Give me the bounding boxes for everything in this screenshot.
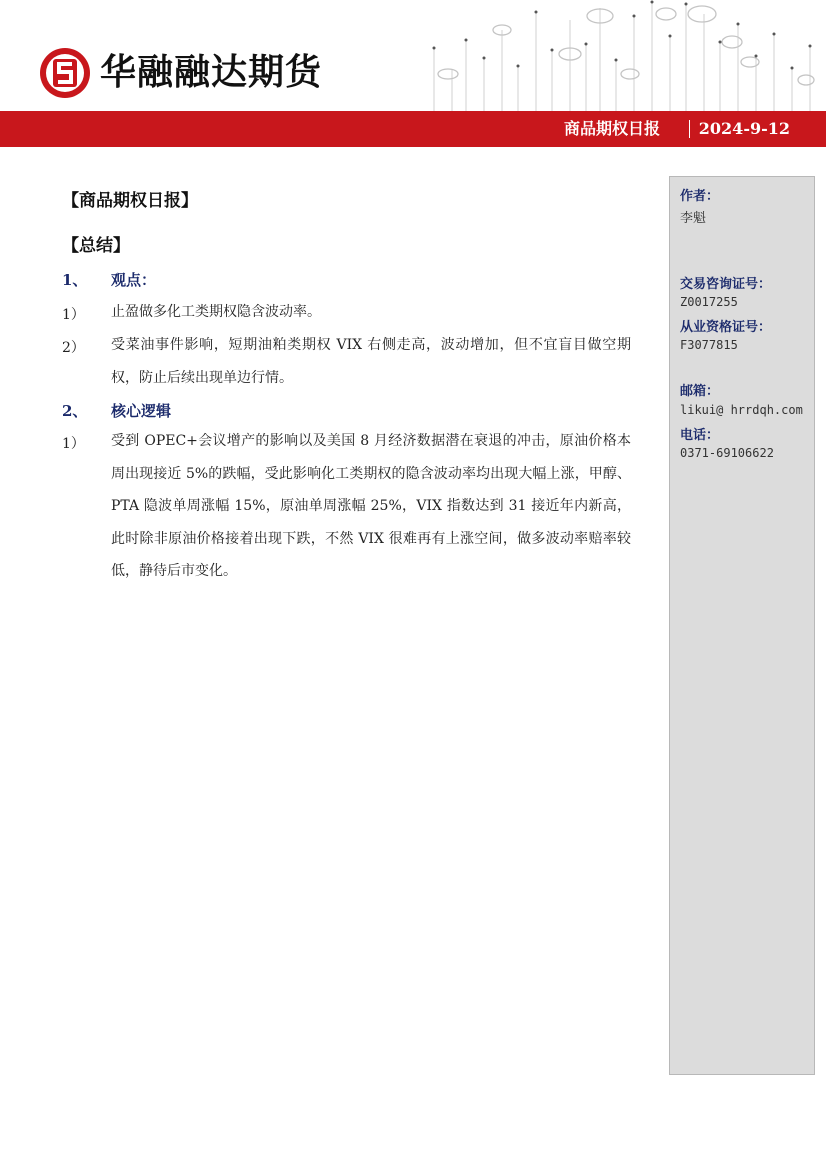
section-2-item-1-number: 1）	[62, 436, 85, 452]
summary-heading: 【总结】	[62, 236, 130, 256]
email-value: likui@ hrrdqh.com	[680, 403, 803, 417]
header-separator	[689, 120, 690, 138]
report-date: 2024-9-12	[698, 119, 790, 138]
phone-value: 0371-69106622	[680, 446, 774, 460]
brand-name: 华融融达期货	[100, 52, 323, 93]
section-1-item-1-text: 止盈做多化工类期权隐含波动率。	[111, 304, 321, 320]
section-1-title: 观点：	[111, 271, 157, 289]
section-2-item-1-text: 受到 OPEC+会议增产的影响以及美国 8 月经济数据潜在衰退的冲击，原油价格本周出现接近 5%的跌幅，受此影响化工类期权的隐含波动率均出现大幅上涨，甲醇、PTA 隐波单周涨幅 15%，原油单周涨幅 25%，VIX 指数达到 31 接近年内新高，此时除非原油价格接着出现下跌，不然 VIX 很难再有上涨空间，做多波动率赔率较低，静待后市变化。	[111, 433, 631, 579]
section-1-item-2-text: 受菜油事件影响，短期油粕类期权 VIX 右侧走高，波动增加，但不宜盲目做空期权，防止后续出现单边行情。	[111, 337, 631, 386]
section-1-item-1-number: 1）	[62, 307, 85, 323]
section-1-item-2-number: 2）	[62, 340, 85, 356]
consult-license-value: Z0017255	[680, 295, 738, 309]
author-name: 李魁	[680, 211, 707, 226]
qualification-label: 从业资格证号：	[680, 320, 772, 335]
section-2-number: 2、	[62, 402, 88, 420]
phone-label: 电话：	[680, 428, 720, 443]
consult-license-label: 交易咨询证号：	[680, 277, 772, 292]
report-type: 商品期权日报	[563, 119, 660, 138]
email-label: 邮箱：	[680, 384, 720, 399]
author-label: 作者：	[680, 189, 720, 204]
section-2-title: 核心逻辑	[111, 402, 172, 420]
section-1-number: 1、	[62, 271, 88, 289]
report-heading: 【商品期权日报】	[62, 191, 198, 211]
company-logo-icon	[38, 46, 92, 100]
header-decoration	[420, 0, 826, 112]
qualification-value: F3077815	[680, 338, 738, 352]
header-red-bar	[0, 111, 826, 147]
author-sidebar	[669, 176, 815, 1075]
